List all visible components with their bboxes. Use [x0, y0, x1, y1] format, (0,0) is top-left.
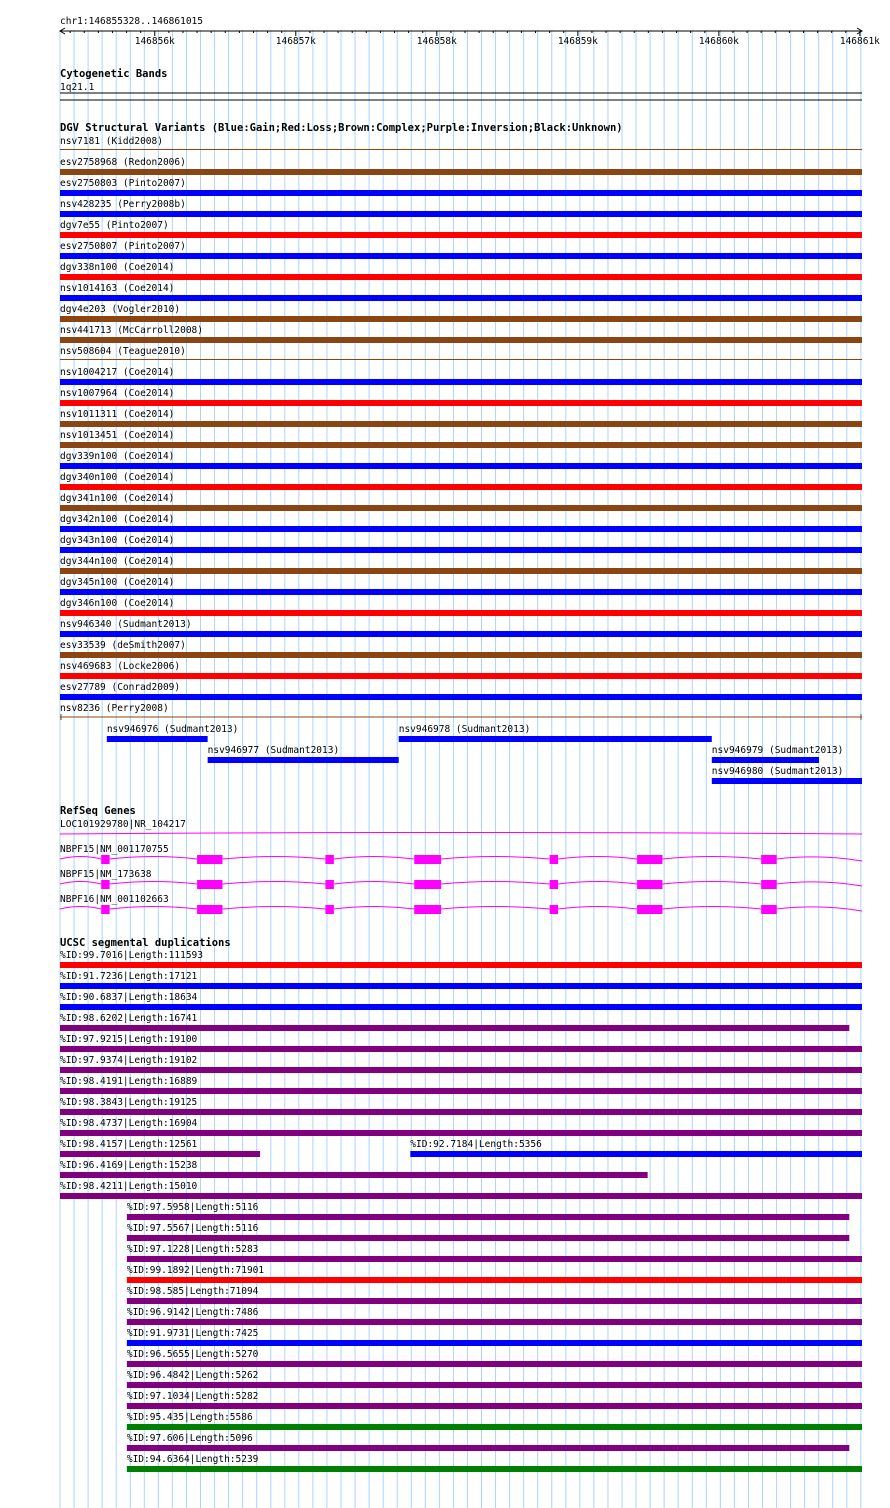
segdup-label: %ID:98.4191|Length:16889: [60, 1076, 198, 1087]
dgv-variant-label: dgv346n100 (Coe2014): [60, 598, 175, 609]
segdup-bar: [127, 1235, 849, 1241]
dgv-variant-label: nsv1007964 (Coe2014): [60, 388, 175, 399]
segdup-bar: [127, 1256, 862, 1262]
dgv-variant-label: nsv946979 (Sudmant2013): [711, 745, 844, 756]
refseq-track: [60, 805, 862, 914]
dgv-variant-bar: [60, 253, 862, 259]
dgv-variant-label: dgv340n100 (Coe2014): [60, 472, 175, 483]
segdup-label: %ID:98.3843|Length:19125: [60, 1097, 198, 1108]
gene-exon: [325, 855, 333, 864]
segdup-label: %ID:97.1034|Length:5282: [126, 1391, 259, 1402]
dgv-variant-bar: [60, 610, 862, 616]
segdup-bar: [127, 1361, 862, 1367]
segdup-label: %ID:97.1228|Length:5283: [126, 1244, 259, 1255]
gene-exon: [550, 905, 558, 914]
dgv-variant-bar: [60, 463, 862, 469]
segdup-bar: [60, 1172, 648, 1178]
dgv-variant-bar: [712, 778, 862, 784]
dgv-variant-label: dgv339n100 (Coe2014): [60, 451, 175, 462]
segdup-bar: [127, 1319, 862, 1325]
segdup-bar: [127, 1340, 862, 1346]
gene-intron-line: [60, 882, 862, 887]
segdup-bar: [60, 1109, 862, 1115]
gene-label: NBPF15|NM_173638: [60, 869, 152, 880]
dgv-variant-label: nsv1004217 (Coe2014): [60, 367, 175, 378]
gene-exon: [414, 880, 441, 889]
dgv-variant-bar: [107, 736, 208, 742]
segdup-label: %ID:97.5567|Length:5116: [126, 1223, 259, 1234]
segdup-label: %ID:97.5958|Length:5116: [126, 1202, 259, 1213]
segdup-label: %ID:98.4211|Length:15010: [60, 1181, 198, 1192]
gene-exon: [101, 855, 109, 864]
dgv-variant-label: nsv428235 (Perry2008b): [60, 199, 186, 210]
dgv-variant-label: dgv4e203 (Vogler2010): [60, 304, 181, 315]
gene-exon: [761, 905, 777, 914]
dgv-variant-label: dgv343n100 (Coe2014): [60, 535, 175, 546]
segdup-bar: [60, 1046, 862, 1052]
gene-exon: [637, 880, 662, 889]
segdup-bar: [60, 1151, 260, 1157]
ruler-tick-label: 146856k: [134, 36, 175, 47]
gene-label: LOC101929780|NR_104217: [60, 819, 186, 830]
dgv-variant-label: nsv946980 (Sudmant2013): [711, 766, 844, 777]
dgv-variant-bar: [399, 736, 712, 742]
dgv-variant-bar: [60, 400, 862, 406]
dgv-variant-label: nsv946977 (Sudmant2013): [207, 745, 340, 756]
cyto-band-label: 1q21.1: [60, 82, 95, 93]
segdup-bar: [127, 1403, 862, 1409]
segdup-bar: [127, 1424, 862, 1430]
segdup-bar: [60, 1004, 862, 1010]
dgv-variant-bar: [60, 232, 862, 238]
segdup-label: %ID:92.7184|Length:5356: [410, 1139, 542, 1150]
dgv-variant-bar: [60, 526, 862, 532]
dgv-variant-label: nsv469683 (Locke2006): [60, 661, 181, 672]
segdup-bar: [60, 1193, 862, 1199]
segdup-label: %ID:95.435|Length:5586: [126, 1412, 253, 1423]
gene-exon: [550, 855, 558, 864]
segdup-bar: [127, 1214, 849, 1220]
dgv-variant-bar: [60, 442, 862, 448]
segdup-bar: [60, 1025, 849, 1031]
dgv-variant-label: esv2750803 (Pinto2007): [60, 178, 186, 189]
gene-exon: [325, 880, 333, 889]
dgv-variant-bar: [60, 421, 862, 427]
dgv-variant-bar: [60, 316, 862, 322]
dgv-variant-bar: [60, 589, 862, 595]
segdup-track-title: UCSC segmental duplications: [60, 937, 231, 949]
segdup-label: %ID:96.9142|Length:7486: [126, 1307, 259, 1318]
dgv-variant-label: nsv441713 (McCarroll2008): [60, 325, 203, 336]
segdup-label: %ID:99.1892|Length:71901: [126, 1265, 265, 1276]
gene-exon: [197, 880, 222, 889]
dgv-variant-bar: [60, 673, 862, 679]
gene-label: NBPF16|NM_001102663: [60, 894, 169, 905]
segdup-bar: [127, 1445, 849, 1451]
gene-intron-line: [60, 857, 862, 862]
gene-exon: [325, 905, 333, 914]
segdup-label: %ID:90.6837|Length:18634: [60, 992, 198, 1003]
segdup-bar: [60, 1088, 862, 1094]
dgv-variant-bar: [208, 757, 399, 763]
dgv-variant-bar: [60, 484, 862, 490]
dgv-variant-label: nsv1014163 (Coe2014): [60, 283, 175, 294]
cytoband-track: [60, 68, 862, 100]
ruler-tick-label: 146859k: [557, 36, 598, 47]
dgv-variant-label: dgv7e55 (Pinto2007): [60, 220, 169, 231]
dgv-variant-label: esv2758968 (Redon2006): [60, 157, 186, 168]
gene-exon: [101, 880, 109, 889]
dgv-variant-label: esv2750807 (Pinto2007): [60, 241, 186, 252]
segdup-bar: [127, 1277, 862, 1283]
dgv-variant-label: nsv946976 (Sudmant2013): [106, 724, 239, 735]
dgv-variant-bar: [60, 169, 862, 175]
segdup-label: %ID:98.4157|Length:12561: [60, 1139, 198, 1150]
dgv-variant-label: dgv341n100 (Coe2014): [60, 493, 175, 504]
dgv-variant-label: esv27789 (Conrad2009): [60, 682, 181, 693]
dgv-variant-bar: [60, 694, 862, 700]
gene-exon: [414, 855, 441, 864]
dgv-track-title: DGV Structural Variants (Blue:Gain;Red:Loss;Brown:Complex;Purple:Inversion;Black:Unknown): [60, 122, 623, 134]
dgv-variant-label: nsv1011311 (Coe2014): [60, 409, 175, 420]
dgv-variant-label: dgv345n100 (Coe2014): [60, 577, 175, 588]
ruler-track: [60, 16, 880, 47]
dgv-variant-bar: [60, 547, 862, 553]
dgv-variant-bar: [60, 568, 862, 574]
gene-label: NBPF15|NM_001170755: [60, 844, 169, 855]
dgv-variant-label: dgv342n100 (Coe2014): [60, 514, 175, 525]
segdup-bar: [410, 1151, 862, 1157]
dgv-variant-bar: [60, 379, 862, 385]
segdup-bar: [60, 1130, 862, 1136]
segdup-track: [60, 937, 862, 1472]
gene-exon: [761, 880, 777, 889]
gene-exon: [414, 905, 441, 914]
refseq-gene-rows: [60, 819, 862, 914]
dgv-variant-label: nsv508604 (Teague2010): [60, 346, 186, 357]
segdup-rows: [60, 950, 862, 1472]
segdup-label: %ID:91.7236|Length:17121: [60, 971, 198, 982]
gene-exon: [550, 880, 558, 889]
segdup-label: %ID:96.4842|Length:5262: [126, 1370, 259, 1381]
dgv-variant-bar: [60, 337, 862, 343]
segdup-label: %ID:97.9374|Length:19102: [60, 1055, 198, 1066]
dgv-variant-bar: [60, 652, 862, 658]
segdup-label: %ID:97.9215|Length:19100: [60, 1034, 198, 1045]
dgv-variant-label: esv33539 (deSmith2007): [60, 640, 186, 651]
segdup-label: %ID:98.6202|Length:16741: [60, 1013, 198, 1024]
gene-exon: [637, 855, 662, 864]
segdup-label: %ID:98.4737|Length:16904: [60, 1118, 198, 1129]
segdup-bar: [60, 983, 862, 989]
dgv-variant-label: nsv8236 (Perry2008): [60, 703, 169, 714]
ruler-tick-label: 146857k: [275, 36, 316, 47]
dgv-variant-label: nsv946978 (Sudmant2013): [398, 724, 531, 735]
dgv-variant-label: dgv344n100 (Coe2014): [60, 556, 175, 567]
segdup-label: %ID:94.6364|Length:5239: [126, 1454, 259, 1465]
dgv-variant-bar: [712, 757, 819, 763]
segdup-bar: [60, 962, 862, 968]
gene-intron-line: [60, 833, 862, 835]
dgv-variant-rows: [60, 136, 862, 784]
segdup-label: %ID:96.4169|Length:15238: [60, 1160, 198, 1171]
dgv-variant-label: nsv946340 (Sudmant2013): [60, 619, 192, 630]
gene-exon: [637, 905, 662, 914]
dgv-variant-label: nsv1013451 (Coe2014): [60, 430, 175, 441]
ruler-tick-label: 146861k: [839, 36, 880, 47]
gene-exon: [197, 855, 222, 864]
gene-exon: [197, 905, 222, 914]
ruler-tick-label: 146860k: [698, 36, 739, 47]
dgv-variant-label: nsv7181 (Kidd2008): [60, 136, 163, 147]
segdup-bar: [127, 1298, 862, 1304]
segdup-bar: [127, 1466, 862, 1472]
segdup-label: %ID:97.606|Length:5096: [126, 1433, 253, 1444]
segdup-bar: [60, 1067, 862, 1073]
segdup-label: %ID:96.5655|Length:5270: [126, 1349, 259, 1360]
dgv-variant-bar: [60, 631, 862, 637]
dgv-variant-bar: [60, 505, 862, 511]
ruler-axis: [60, 28, 880, 47]
segdup-label: %ID:91.9731|Length:7425: [126, 1328, 259, 1339]
dgv-variant-bar: [60, 190, 862, 196]
dgv-track: [60, 122, 862, 784]
gene-intron-line: [60, 907, 862, 912]
dgv-variant-label: dgv338n100 (Coe2014): [60, 262, 175, 273]
gene-exon: [101, 905, 109, 914]
dgv-variant-bar: [60, 274, 862, 280]
gene-exon: [761, 855, 777, 864]
segdup-label: %ID:99.7016|Length:111593: [60, 950, 203, 961]
dgv-variant-bar: [60, 295, 862, 301]
segdup-bar: [127, 1382, 862, 1388]
cyto-track-title: Cytogenetic Bands: [60, 68, 168, 80]
position-label: chr1:146855328..146861015: [60, 16, 203, 27]
segdup-label: %ID:98.585|Length:71094: [126, 1286, 259, 1297]
refseq-track-title: RefSeq Genes: [60, 805, 136, 817]
dgv-variant-bar: [60, 211, 862, 217]
ruler-tick-label: 146858k: [416, 36, 457, 47]
